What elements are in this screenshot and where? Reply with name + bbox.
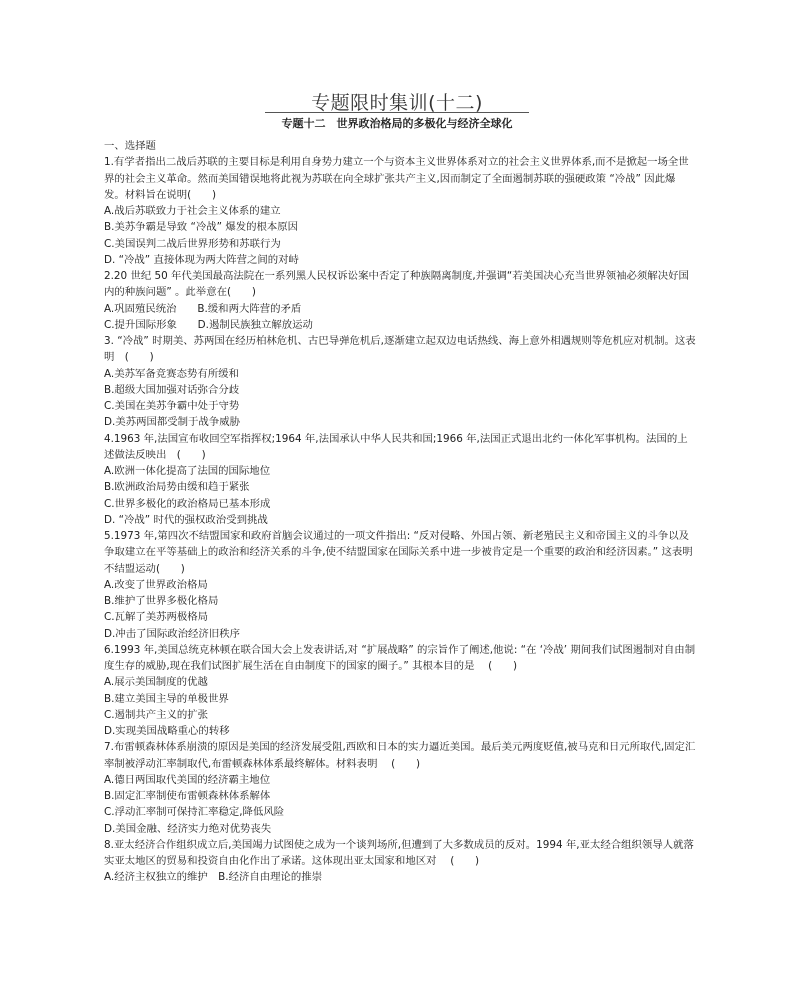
question-stem: 3. “冷战” 时期美、苏两国在经历柏林危机、古巴导弹危机后,逐渐建立起双边电话热线、海上意外相遇规则等危机应对机制。这表明 ( ) xyxy=(104,335,696,364)
question-stem: 8.亚太经济合作组织成立后,美国竭力试图使之成为一个谈判场所,但遭到了大多数成员的反对。1994 年,亚太经合组织领导人就落实亚太地区的贸易和投资自由化作出了承诺。这体现出亚太国家和地区对 ( ) xyxy=(104,838,694,867)
question-option: A.德日两国取代美国的经济霸主地位 xyxy=(104,773,271,786)
question-option: A.经济主权独立的维护 B.经济自由理论的推崇 xyxy=(104,871,323,884)
question-stem: 5.1973 年,第四次不结盟国家和政府首脑会议通过的一项文件指出: “反对侵略、外国占领、新老殖民主义和帝国主义的斗争以及争取建立在平等基础上的政治和经济关系的斗争,使不结盟国家在国际关系中进一步被肯定是一个重要的政治和经济因素。” 这表明不结盟运动( ) xyxy=(104,530,693,575)
question-stem: 1.有学者指出二战后苏联的主要目标是利用自身势力建立一个与资本主义世界体系对立的社会主义世界体系,而不是掀起一场全世界的社会主义革命。然而美国错误地将此视为苏联在向全球扩张共产主义,因而制定了全面遏制苏联的强硬政策 “冷战” 因此爆发。材料旨在说明( ) xyxy=(104,156,689,201)
question-option: A.美苏军备竞赛态势有所缓和 xyxy=(104,367,239,380)
question-option: D. “冷战” 时代的强权政治受到挑战 xyxy=(104,513,268,526)
question-stem: 2.20 世纪 50 年代美国最高法院在一系列黑人民权诉讼案中否定了种族隔离制度,并强调“若美国决心充当世界领袖必须解决好国内的种族问题” 。此举意在( ) xyxy=(104,270,689,299)
question-option: B.固定汇率制使布雷顿森林体系解体 xyxy=(104,790,271,802)
question-option: A.战后苏联致力于社会主义体系的建立 xyxy=(104,205,281,217)
question-list xyxy=(104,138,696,886)
question-option: A.欧洲一体化提高了法国的国际地位 xyxy=(104,465,271,477)
question-option: D. “冷战” 直接体现为两大阵营之间的对峙 xyxy=(104,253,299,266)
section-heading: 一、选择题 xyxy=(104,140,156,152)
question-option: C.浮动汇率制可保持汇率稳定,降低风险 xyxy=(104,806,285,819)
question-option: A.巩固殖民统治 B.缓和两大阵营的矛盾 xyxy=(104,302,302,315)
question-option: D.冲击了国际政治经济旧秩序 xyxy=(104,627,240,640)
question-stem: 6.1993 年,美国总统克林顿在联合国大会上发表讲话,对 “扩展战略” 的宗旨作了阐述,他说: “在 ‘冷战’ 期间我们试图遏制对自由制度生存的威胁,现在我们试图扩展生活在自由制度下的国家的圈子。” 其根本目的是 ( ) xyxy=(104,643,696,672)
page-title: 专题限时集训(十二) xyxy=(311,92,483,114)
question-option: D.美苏两国都受制于战争威胁 xyxy=(104,416,240,429)
question-option: B.超级大国加强对话弥合分歧 xyxy=(104,383,240,396)
question-option: B.维护了世界多极化格局 xyxy=(104,595,219,607)
question-option: D.美国金融、经济实力绝对优势丧失 xyxy=(104,822,272,835)
question-option: B.建立美国主导的单极世界 xyxy=(104,692,229,705)
title-underline xyxy=(265,112,529,113)
page-subtitle: 专题十二 世界政治格局的多极化与经济全球化 xyxy=(281,117,513,130)
question-option: C.世界多极化的政治格局已基本形成 xyxy=(104,497,271,510)
question-option: D.实现美国战略重心的转移 xyxy=(104,725,230,737)
question-option: A.展示美国制度的优越 xyxy=(104,676,208,689)
question-stem: 4.1963 年,法国宣布收回空军指挥权;1964 年,法国承认中华人民共和国;1966 年,法国正式退出北约一体化军事机构。法国的上述做法反映出 ( ) xyxy=(104,432,688,461)
question-option: C.遏制共产主义的扩张 xyxy=(104,708,209,721)
question-stem: 7.布雷顿森林体系崩溃的原因是美国的经济发展受阻,西欧和日本的实力逼近美国。最后美元两度贬值,被马克和日元所取代,固定汇率制被浮动汇率制取代,布雷顿森林体系最终解体。材料表明 ( ) xyxy=(104,741,696,770)
question-option: B.欧洲政治局势由缓和趋于紧张 xyxy=(104,481,250,494)
question-option: C.提升国际形象 D.遏制民族独立解放运动 xyxy=(104,318,313,331)
question-option: C.瓦解了美苏两极格局 xyxy=(104,611,209,624)
question-option: C.美国误判二战后世界形势和苏联行为 xyxy=(104,237,281,250)
question-option: A.改变了世界政治格局 xyxy=(104,578,208,591)
question-option: B.美苏争霸是导致 “冷战” 爆发的根本原因 xyxy=(104,221,299,234)
question-option: C.美国在美苏争霸中处于守势 xyxy=(104,400,240,412)
